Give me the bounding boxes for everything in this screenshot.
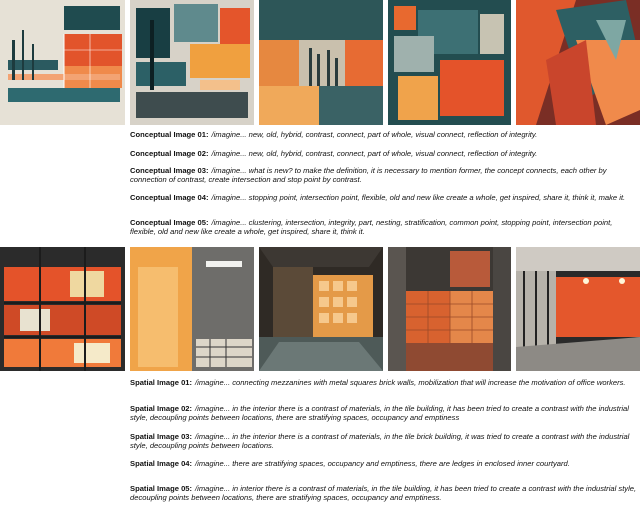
conceptual-caption-01 [130, 130, 638, 139]
caption-label: Spatial Image 01: [130, 378, 193, 387]
caption-label: Conceptual Image 03: [130, 166, 209, 175]
caption-text: /imagine... new, old, hybrid, contrast, connect, part of whole, visual connect, reflection of integrity. [211, 130, 538, 139]
caption-label: Spatial Image 02: [130, 404, 193, 413]
spatial-caption-01 [130, 378, 638, 387]
caption-text: /imagine... in the interior there is a contrast of materials, in the tile building, it has been tried to create a contrast with the industrial style, decoupling points between locations, there are stratifying spaces, occupancy and emptiness [130, 404, 629, 423]
spatial-image-02 [130, 247, 254, 371]
spatial-image-05 [516, 247, 640, 371]
conceptual-caption-03 [130, 166, 638, 185]
caption-label: Conceptual Image 04: [130, 193, 209, 202]
conceptual-caption-05 [130, 218, 638, 237]
spatial-caption-04 [130, 459, 638, 468]
caption-label: Spatial Image 05: [130, 484, 193, 493]
conceptual-image-04 [388, 0, 511, 125]
caption-text: /imagine... new, old, hybrid, contrast, connect, part of whole, visual connect, reflection of integrity. [211, 149, 538, 158]
spatial-image-03 [259, 247, 383, 371]
caption-text: /imagine... in the interior there is a contrast of materials, in the tile brick building, it was tried to create a contrast with the industrial style, decoupling points between locations. [130, 432, 630, 451]
conceptual-image-01 [0, 0, 125, 125]
spatial-image-04 [388, 247, 511, 371]
caption-text: /imagine... connecting mezzanines with metal squares brick walls, mobilization that will increase the motivation of office workers. [195, 378, 626, 387]
caption-text: /imagine... in interior there is a contrast of materials, in the tile building, it has been tried to create a contrast with the industrial style, decoupling points between locations, there are stratifying spaces, occupancy and emptiness. [130, 484, 637, 503]
spatial-caption-02 [130, 404, 638, 423]
caption-label: Spatial Image 04: [130, 459, 193, 468]
caption-label: Conceptual Image 01: [130, 130, 209, 139]
spatial-caption-03 [130, 432, 638, 451]
caption-label: Conceptual Image 05: [130, 218, 209, 227]
caption-text: /imagine... stopping point, intersection point, flexible, old and new like create a whole, get inspired, share it, think it, make it. [211, 193, 626, 202]
caption-text: /imagine... there are stratifying spaces, occupancy and emptiness, there are ledges in enclosed inner courtyard. [195, 459, 570, 468]
conceptual-image-02 [130, 0, 254, 125]
conceptual-caption-02 [130, 149, 638, 158]
conceptual-caption-04 [130, 193, 638, 202]
caption-label: Spatial Image 03: [130, 432, 193, 441]
conceptual-image-03 [259, 0, 383, 125]
caption-text: /imagine... clustering, intersection, integrity, part, nesting, stratification, common point, stopping point, intersection point, flexible, old and new like create a whole, get inspired, share it, think it. [130, 218, 613, 237]
caption-label: Conceptual Image 02: [130, 149, 209, 158]
spatial-image-01 [0, 247, 125, 371]
conceptual-image-05 [516, 0, 640, 125]
spatial-caption-05 [130, 484, 638, 503]
caption-text: /imagine... what is new? to make the definition, it is necessary to mention former, the concept connects, each other by connection of contrast, create intersection and stop point by contrast. [130, 166, 607, 185]
